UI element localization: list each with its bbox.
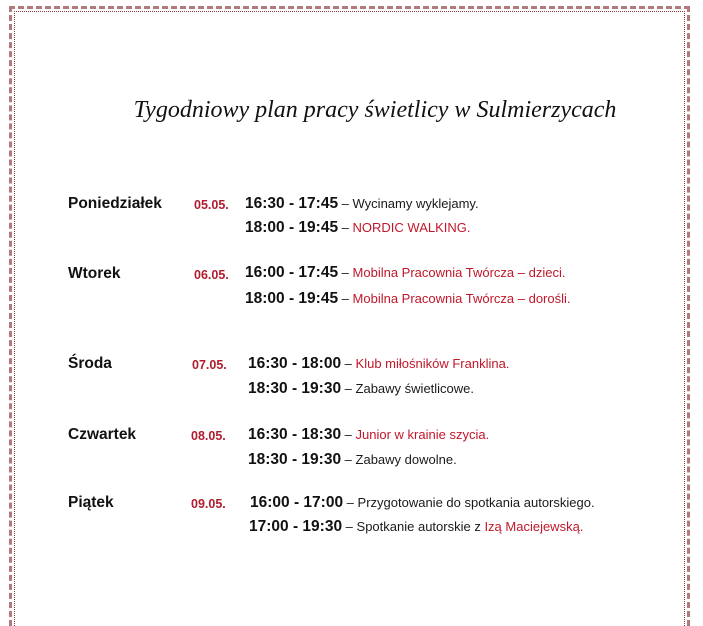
schedule-entry [245, 195, 479, 213]
page-title: Tygodniowy plan pracy świetlicy w Sulmierzycach [133, 97, 617, 123]
schedule-entry [245, 219, 471, 237]
entry-time: 18:30 - 19:30 [248, 380, 342, 397]
entry-activity: Spotkanie autorskie z [356, 519, 485, 534]
entry-activity: Zabawy świetlicowe. [355, 381, 475, 396]
entry-separator: – [338, 291, 353, 306]
day-label-wednesday: Środa [68, 355, 112, 372]
day-label-monday: Poniedziałek [68, 195, 162, 212]
schedule-entry [245, 264, 565, 282]
schedule-entry [249, 518, 583, 536]
entry-time: 16:00 - 17:00 [250, 494, 344, 511]
entry-time: 16:30 - 18:00 [248, 355, 342, 372]
entry-activity: Mobilna Pracownia Twórcza – dzieci. [352, 265, 566, 280]
entry-activity: Mobilna Pracownia Twórcza – dorośli. [352, 291, 571, 306]
entry-activity: NORDIC WALKING. [352, 220, 471, 235]
day-label-thursday: Czwartek [68, 426, 137, 443]
day-label-tuesday: Wtorek [68, 265, 121, 282]
entry-time: 16:30 - 17:45 [245, 195, 339, 212]
entry-time: 18:00 - 19:45 [245, 219, 339, 236]
day-label-friday: Piątek [68, 494, 114, 511]
schedule-entry [248, 451, 457, 469]
entry-separator: – [342, 519, 357, 534]
entry-activity: Zabawy dowolne. [355, 452, 457, 467]
entry-separator: – [341, 381, 356, 396]
date-friday: 09.05. [191, 497, 226, 511]
date-monday: 05.05. [194, 198, 229, 212]
entry-time: 17:00 - 19:30 [249, 518, 343, 535]
author-name: Izą Maciejewską. [484, 519, 584, 534]
entry-separator: – [341, 356, 356, 371]
entry-time: 18:00 - 19:45 [245, 290, 339, 307]
entry-separator: – [341, 427, 356, 442]
date-wednesday: 07.05. [192, 358, 227, 372]
entry-separator: – [341, 452, 356, 467]
entry-separator: – [343, 495, 358, 510]
entry-separator: – [338, 220, 353, 235]
entry-time: 18:30 - 19:30 [248, 451, 342, 468]
schedule-entry [250, 494, 595, 512]
date-thursday: 08.05. [191, 429, 226, 443]
schedule-entry [248, 426, 489, 444]
schedule-entry [245, 290, 571, 308]
entry-separator: – [338, 265, 353, 280]
entry-activity: Junior w krainie szycia. [355, 427, 490, 442]
entry-time: 16:00 - 17:45 [245, 264, 339, 281]
schedule-entry [248, 355, 509, 373]
entry-separator: – [338, 196, 353, 211]
entry-activity: Wycinamy wyklejamy. [352, 196, 479, 211]
entry-activity: Przygotowanie do spotkania autorskiego. [357, 495, 595, 510]
schedule-entry [248, 380, 474, 398]
entry-activity: Klub miłośników Franklina. [355, 356, 510, 371]
date-tuesday: 06.05. [194, 268, 229, 282]
entry-time: 16:30 - 18:30 [248, 426, 342, 443]
